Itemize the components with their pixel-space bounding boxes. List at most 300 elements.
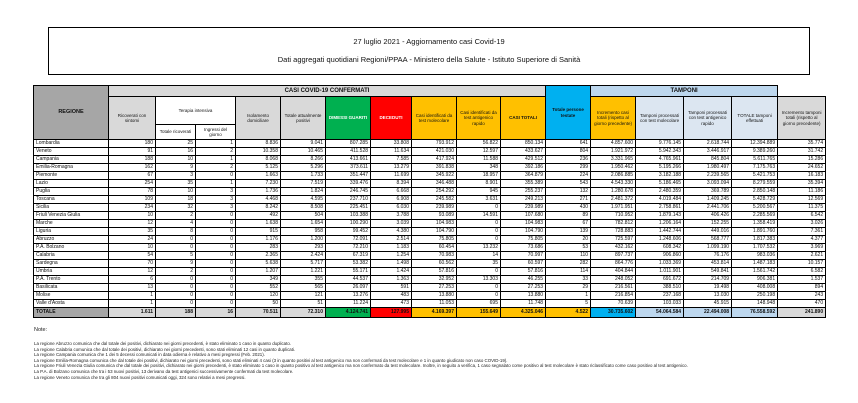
value-cell: 4.169.397: [412, 308, 457, 318]
value-cell: 1.487.183: [732, 260, 778, 268]
value-cell: 1.817.383: [732, 236, 778, 244]
value-cell: 958: [281, 228, 326, 236]
value-cell: 1.280.678: [591, 188, 636, 196]
value-cell: 417.924: [412, 156, 457, 164]
value-cell: 11.224: [326, 300, 371, 308]
value-cell: 2.285.569: [732, 212, 778, 220]
value-cell: 10.465: [281, 148, 326, 156]
value-cell: 53: [546, 244, 591, 252]
value-cell: 3.182.188: [636, 172, 684, 180]
table-row: [34, 196, 826, 204]
value-cell: 373.611: [326, 164, 371, 172]
region-name: Sardegna: [34, 260, 109, 268]
value-cell: 27.253: [501, 284, 546, 292]
note-line: La P.A. di Bolzano comunica che tra i 53 nuovi positivi, 13 derivano da test antigenici successivamente confermati da test molecolare.: [34, 368, 294, 374]
value-cell: 391.838: [412, 164, 457, 172]
value-cell: 7.230: [236, 180, 281, 188]
value-cell: 139: [546, 228, 591, 236]
region-name: Campania: [34, 156, 109, 164]
value-cell: 5.717: [281, 260, 326, 268]
value-cell: 5.611.765: [732, 156, 778, 164]
value-cell: 1.921.972: [591, 148, 636, 156]
value-cell: 8.242: [236, 204, 281, 212]
value-cell: 15.286: [778, 156, 826, 164]
value-cell: 345.922: [412, 172, 457, 180]
totals-row: [34, 308, 826, 318]
value-cell: 3.969: [778, 244, 826, 252]
value-cell: 60.454: [412, 244, 457, 252]
value-cell: 5.428.729: [732, 196, 778, 204]
region-name: Veneto: [34, 148, 109, 156]
value-cell: 237.168: [636, 292, 684, 300]
value-cell: 13.276: [326, 292, 371, 300]
value-cell: 11.748: [501, 300, 546, 308]
value-cell: 4.377: [778, 236, 826, 244]
value-cell: 0: [196, 228, 236, 236]
value-cell: 728.883: [591, 228, 636, 236]
value-cell: 35.394: [778, 180, 826, 188]
bulletin-date-title: 27 luglio 2021 - Aggiornamento casi Covid-19: [353, 37, 505, 47]
value-cell: 0: [156, 292, 196, 300]
table-row: [34, 220, 826, 228]
value-cell: 1.736: [236, 188, 281, 196]
value-cell: 0: [196, 172, 236, 180]
value-cell: 0: [196, 276, 236, 284]
value-cell: 35: [109, 228, 156, 236]
value-cell: 404.844: [591, 268, 636, 276]
value-cell: 348: [457, 164, 501, 172]
value-cell: 0: [457, 268, 501, 276]
value-cell: 388.510: [636, 284, 684, 292]
value-cell: 32.952: [412, 276, 457, 284]
note-line: La regione Veneto comunica che tra gli 804 nuovi positivi comunicati oggi, 324 sono relativi a mesi pregressi.: [34, 374, 246, 380]
value-cell: 1.663: [236, 172, 281, 180]
value-cell: 1.206.164: [636, 220, 684, 228]
value-cell: 1.611: [109, 308, 156, 318]
value-cell: 2.758.861: [636, 204, 684, 212]
value-cell: 35: [156, 180, 196, 188]
value-cell: 46.255: [501, 276, 546, 284]
value-cell: 293: [281, 244, 326, 252]
value-cell: 8.068: [236, 156, 281, 164]
value-cell: 76.176: [684, 252, 732, 260]
value-cell: 7.585: [371, 156, 412, 164]
note-line: La regione Campania comunica che 1 dei 5 decessi comunicati in data odierna è relativo a mesi pregressi (Feb. 2021).: [34, 352, 265, 358]
table-row: [34, 236, 826, 244]
value-cell: 1.363: [371, 276, 412, 284]
value-cell: 91: [109, 148, 156, 156]
value-cell: 29: [546, 284, 591, 292]
header-incremento-casi: Incremento casi totali (rispetto al giorno precedente): [591, 97, 636, 140]
header-deceduti: DECEDUTI: [371, 97, 412, 140]
value-cell: 3.026: [778, 220, 826, 228]
value-cell: 0: [196, 212, 236, 220]
value-cell: 5.942.343: [636, 148, 684, 156]
value-cell: 1.358.419: [732, 220, 778, 228]
value-cell: 5.186.465: [636, 180, 684, 188]
value-cell: 6.908: [371, 196, 412, 204]
value-cell: 12.597: [457, 148, 501, 156]
value-cell: 0: [457, 228, 501, 236]
value-cell: 549.841: [684, 268, 732, 276]
value-cell: 3.093.094: [684, 180, 732, 188]
value-cell: 282: [546, 260, 591, 268]
header-tamponi-molecolare: Tamponi processati con test molecolare: [636, 97, 684, 140]
value-cell: 24.652: [778, 164, 826, 172]
value-cell: 73.686: [501, 244, 546, 252]
header-tamponi-totale: TOTALE tamponi effettuati: [732, 97, 778, 140]
value-cell: 1.207: [236, 268, 281, 276]
value-cell: 9.041: [281, 140, 326, 148]
value-cell: 50: [236, 300, 281, 308]
value-cell: 691.672: [636, 276, 684, 284]
value-cell: 4.325.046: [501, 308, 546, 318]
value-cell: 5.296: [281, 164, 326, 172]
value-cell: 1.176: [236, 236, 281, 244]
value-cell: 155.649: [457, 308, 501, 318]
value-cell: 568.777: [684, 236, 732, 244]
value-cell: 2.365: [236, 252, 281, 260]
value-cell: 19.498: [684, 284, 732, 292]
value-cell: 4.522: [546, 308, 591, 318]
value-cell: 57.816: [412, 268, 457, 276]
value-cell: 945: [457, 188, 501, 196]
region-name: Emilia-Romagna: [34, 164, 109, 172]
value-cell: 782.812: [591, 220, 636, 228]
value-cell: 4: [156, 220, 196, 228]
value-cell: 234: [109, 204, 156, 212]
region-name: Liguria: [34, 228, 109, 236]
value-cell: 710.952: [591, 212, 636, 220]
value-cell: 239.989: [412, 204, 457, 212]
value-cell: 24: [109, 236, 156, 244]
region-name: Lombardia: [34, 140, 109, 148]
table-row: [34, 276, 826, 284]
value-cell: 18.957: [457, 172, 501, 180]
value-cell: 804: [546, 148, 591, 156]
value-cell: 12: [109, 268, 156, 276]
table-header: [34, 86, 826, 140]
value-cell: 70.511: [236, 308, 281, 318]
value-cell: 245.582: [412, 196, 457, 204]
value-cell: 255.237: [501, 188, 546, 196]
value-cell: 104.983: [412, 220, 457, 228]
region-name: Calabria: [34, 252, 109, 260]
value-cell: 432.162: [591, 244, 636, 252]
value-cell: 807.285: [326, 140, 371, 148]
value-cell: 845.804: [684, 156, 732, 164]
value-cell: 72.210: [326, 244, 371, 252]
region-name: Basilicata: [34, 284, 109, 292]
value-cell: 67.319: [326, 252, 371, 260]
region-name: P.A. Bolzano: [34, 244, 109, 252]
value-cell: 0: [156, 244, 196, 252]
value-cell: 11.699: [371, 172, 412, 180]
value-cell: 695: [457, 300, 501, 308]
value-cell: 850.134: [501, 140, 546, 148]
table-row: [34, 156, 826, 164]
title-box: [48, 27, 810, 75]
header-casi-antigenico: Casi identificati da test antigenico rapido: [457, 97, 501, 140]
value-cell: 7.361: [778, 228, 826, 236]
value-cell: 12: [109, 220, 156, 228]
region-name: Piemonte: [34, 172, 109, 180]
value-cell: 470: [778, 300, 826, 308]
value-cell: 421.030: [412, 148, 457, 156]
region-name: Marche: [34, 220, 109, 228]
value-cell: 70: [109, 260, 156, 268]
value-cell: 0: [196, 300, 236, 308]
value-cell: 369.789: [684, 188, 732, 196]
value-cell: 25: [156, 140, 196, 148]
value-cell: 8.279.559: [732, 180, 778, 188]
value-cell: 241.890: [778, 308, 826, 318]
value-cell: 239.989: [501, 204, 546, 212]
value-cell: 0: [156, 276, 196, 284]
value-cell: 89: [546, 212, 591, 220]
header-tamponi-antigenico: Tamponi processati con test antigenico rapido: [684, 97, 732, 140]
table-row: [34, 148, 826, 156]
header-guariti: DIMESSI GUARITI: [326, 97, 371, 140]
value-cell: 9: [156, 164, 196, 172]
value-cell: 14.591: [457, 212, 501, 220]
value-cell: 13.303: [457, 276, 501, 284]
value-cell: 283: [236, 244, 281, 252]
value-cell: 109: [109, 196, 156, 204]
value-cell: 0: [196, 268, 236, 276]
value-cell: 110: [546, 252, 591, 260]
region-name: Molise: [34, 292, 109, 300]
value-cell: 6.582: [778, 268, 826, 276]
value-cell: 6: [109, 276, 156, 284]
header-incremento-tamponi: Incremento tamponi totali (rispetto al giorno precedente): [778, 97, 826, 140]
value-cell: 355: [281, 276, 326, 284]
value-cell: 504: [281, 212, 326, 220]
region-name: Toscana: [34, 196, 109, 204]
value-cell: 11.375: [778, 204, 826, 212]
value-cell: 1.409.245: [684, 196, 732, 204]
value-cell: 248.052: [591, 276, 636, 284]
value-cell: 11.186: [778, 188, 826, 196]
value-cell: 492: [236, 212, 281, 220]
value-cell: 1.498: [371, 260, 412, 268]
region-name: P.A. Trento: [34, 276, 109, 284]
header-ti-ingressi: Ingressi del giorno: [196, 125, 236, 140]
value-cell: 2.086.885: [591, 172, 636, 180]
value-cell: 8.266: [281, 156, 326, 164]
header-casi-molecolare: Casi identificati da test molecolare: [412, 97, 457, 140]
value-cell: 392.186: [501, 164, 546, 172]
value-cell: 16: [196, 308, 236, 318]
value-cell: 429.512: [501, 156, 546, 164]
table-row: [34, 252, 826, 260]
value-cell: 127.995: [371, 308, 412, 318]
region-name: Abruzzo: [34, 236, 109, 244]
table-row: [34, 292, 826, 300]
value-cell: 906.860: [636, 252, 684, 260]
region-name: Sicilia: [34, 204, 109, 212]
value-cell: 214.709: [684, 276, 732, 284]
note-line: La regione Abruzzo comunica che dal totale dei positivi, dichiarato nei giorni precedenti, è stato eliminato 1 caso in quanto duplicato.: [34, 341, 292, 346]
value-cell: 104.983: [501, 220, 546, 228]
value-cell: 3: [196, 204, 236, 212]
region-name: Puglia: [34, 188, 109, 196]
value-cell: 1.537: [778, 276, 826, 284]
value-cell: 254.292: [412, 188, 457, 196]
value-cell: 254: [109, 180, 156, 188]
value-cell: 8.394: [371, 180, 412, 188]
value-cell: 0: [196, 284, 236, 292]
value-cell: 6.030: [371, 204, 412, 212]
value-cell: 180: [109, 140, 156, 148]
value-cell: 4.019.484: [636, 196, 684, 204]
value-cell: 1: [546, 292, 591, 300]
value-cell: 8.508: [281, 204, 326, 212]
value-cell: 26.097: [326, 284, 371, 292]
value-cell: 2.514: [371, 236, 412, 244]
value-cell: 408.008: [732, 284, 778, 292]
value-cell: 3.788: [371, 212, 412, 220]
value-cell: 13: [109, 284, 156, 292]
value-cell: 70.997: [501, 252, 546, 260]
value-cell: 4.468: [236, 196, 281, 204]
value-cell: 60.597: [501, 260, 546, 268]
value-cell: 67: [546, 220, 591, 228]
value-cell: 70.983: [412, 252, 457, 260]
value-cell: 114: [546, 268, 591, 276]
value-cell: 12.569: [778, 196, 826, 204]
value-cell: 10: [109, 244, 156, 252]
value-cell: 8: [156, 228, 196, 236]
value-cell: 4.543.330: [591, 180, 636, 188]
header-ricoverati: Ricoverati con sintomi: [109, 97, 156, 140]
value-cell: 70.639: [591, 300, 636, 308]
value-cell: 2.480.359: [636, 188, 684, 196]
value-cell: 793.912: [412, 140, 457, 148]
value-cell: 75.805: [412, 236, 457, 244]
value-cell: 0: [196, 260, 236, 268]
value-cell: 591: [371, 284, 412, 292]
value-cell: 1.200: [281, 236, 326, 244]
value-cell: 13.232: [457, 244, 501, 252]
value-cell: 120: [236, 292, 281, 300]
value-cell: 339.476: [326, 180, 371, 188]
value-cell: 1.254: [371, 252, 412, 260]
header-casi-totali: CASI TOTALI: [501, 97, 546, 140]
value-cell: 1.221: [281, 268, 326, 276]
value-cell: 483: [371, 292, 412, 300]
value-cell: 0: [196, 244, 236, 252]
value-cell: 725.597: [591, 236, 636, 244]
value-cell: 93.089: [412, 212, 457, 220]
value-cell: 5.421.753: [732, 172, 778, 180]
value-cell: 54.064.584: [636, 308, 684, 318]
value-cell: 1.824: [281, 188, 326, 196]
value-cell: 20: [546, 236, 591, 244]
value-cell: 3: [156, 172, 196, 180]
value-cell: 57.816: [501, 268, 546, 276]
value-cell: 13.279: [371, 164, 412, 172]
value-cell: 5.200.567: [732, 204, 778, 212]
value-cell: 1.442.744: [636, 228, 684, 236]
value-cell: 72.310: [281, 308, 326, 318]
value-cell: 349: [236, 276, 281, 284]
value-cell: 5.638: [236, 260, 281, 268]
value-cell: 5.125: [236, 164, 281, 172]
value-cell: 188: [109, 156, 156, 164]
value-cell: 1.099.190: [684, 244, 732, 252]
table-row: [34, 284, 826, 292]
value-cell: 4.765.961: [636, 156, 684, 164]
value-cell: 4.595: [281, 196, 326, 204]
value-cell: 243: [778, 292, 826, 300]
header-ti-totale: Totale ricoverati: [156, 125, 196, 140]
value-cell: 1.248.606: [636, 236, 684, 244]
value-cell: 56.822: [457, 140, 501, 148]
value-cell: 22.494.008: [684, 308, 732, 318]
value-cell: 2: [156, 268, 196, 276]
value-cell: 0: [196, 252, 236, 260]
value-cell: 237.710: [326, 196, 371, 204]
value-cell: 0: [196, 236, 236, 244]
value-cell: 0: [156, 300, 196, 308]
value-cell: 906.381: [732, 276, 778, 284]
value-cell: 53.382: [326, 260, 371, 268]
value-cell: 14: [457, 252, 501, 260]
value-cell: 30.735.602: [591, 308, 636, 318]
table-row: [34, 300, 826, 308]
value-cell: 413.661: [326, 156, 371, 164]
value-cell: 1.950.462: [591, 164, 636, 172]
region-name: Lazio: [34, 180, 109, 188]
value-cell: 1.654: [281, 220, 326, 228]
value-cell: 51: [281, 300, 326, 308]
value-cell: 10: [109, 212, 156, 220]
value-cell: 103.388: [326, 212, 371, 220]
value-cell: 10: [156, 188, 196, 196]
value-cell: 0: [457, 292, 501, 300]
value-cell: 3.331.965: [591, 156, 636, 164]
value-cell: 44.537: [326, 276, 371, 284]
value-cell: 411.528: [326, 148, 371, 156]
value-cell: 236: [546, 156, 591, 164]
value-cell: 33: [546, 276, 591, 284]
band-tamponi: TAMPONI: [591, 86, 778, 97]
value-cell: 364.879: [501, 172, 546, 180]
note-line: La regione Friuli Venezia Giulia comunica che dal totale dei positivi, dichiarato nei giorni precedenti, è stato eliminato 1 caso in quanto positivo al test antigenico ma non confermato da test molecolare. Inoltre, in seguito a verifica, 1 caso segnalato come positivo al test molecolare è stato riclassificato come caso positivo al test antigenico.: [34, 363, 688, 369]
value-cell: 543: [546, 180, 591, 188]
note-line: La regione Calabria comunica che dal totale dei positivi, dichiarato nei giorni precedenti, sono stati eliminati 12 casi in quanto duplicati.: [34, 346, 296, 352]
value-cell: 1: [109, 292, 156, 300]
value-cell: 915: [236, 228, 281, 236]
value-cell: 453.814: [684, 260, 732, 268]
value-cell: 9.776.145: [636, 140, 684, 148]
value-cell: 2.618.744: [684, 140, 732, 148]
value-cell: 3: [196, 196, 236, 204]
value-cell: 1.183: [371, 244, 412, 252]
table-row: [34, 228, 826, 236]
value-cell: 72.091: [326, 236, 371, 244]
value-cell: 6.668: [371, 188, 412, 196]
notes-label: Note:: [34, 327, 48, 333]
value-cell: 104.790: [412, 228, 457, 236]
value-cell: 9.389.260: [732, 148, 778, 156]
value-cell: 27.253: [412, 284, 457, 292]
value-cell: 32: [156, 204, 196, 212]
header-terapia-intensiva: Terapia intensiva: [156, 97, 236, 125]
value-cell: 2: [196, 164, 236, 172]
table-row: [34, 188, 826, 196]
